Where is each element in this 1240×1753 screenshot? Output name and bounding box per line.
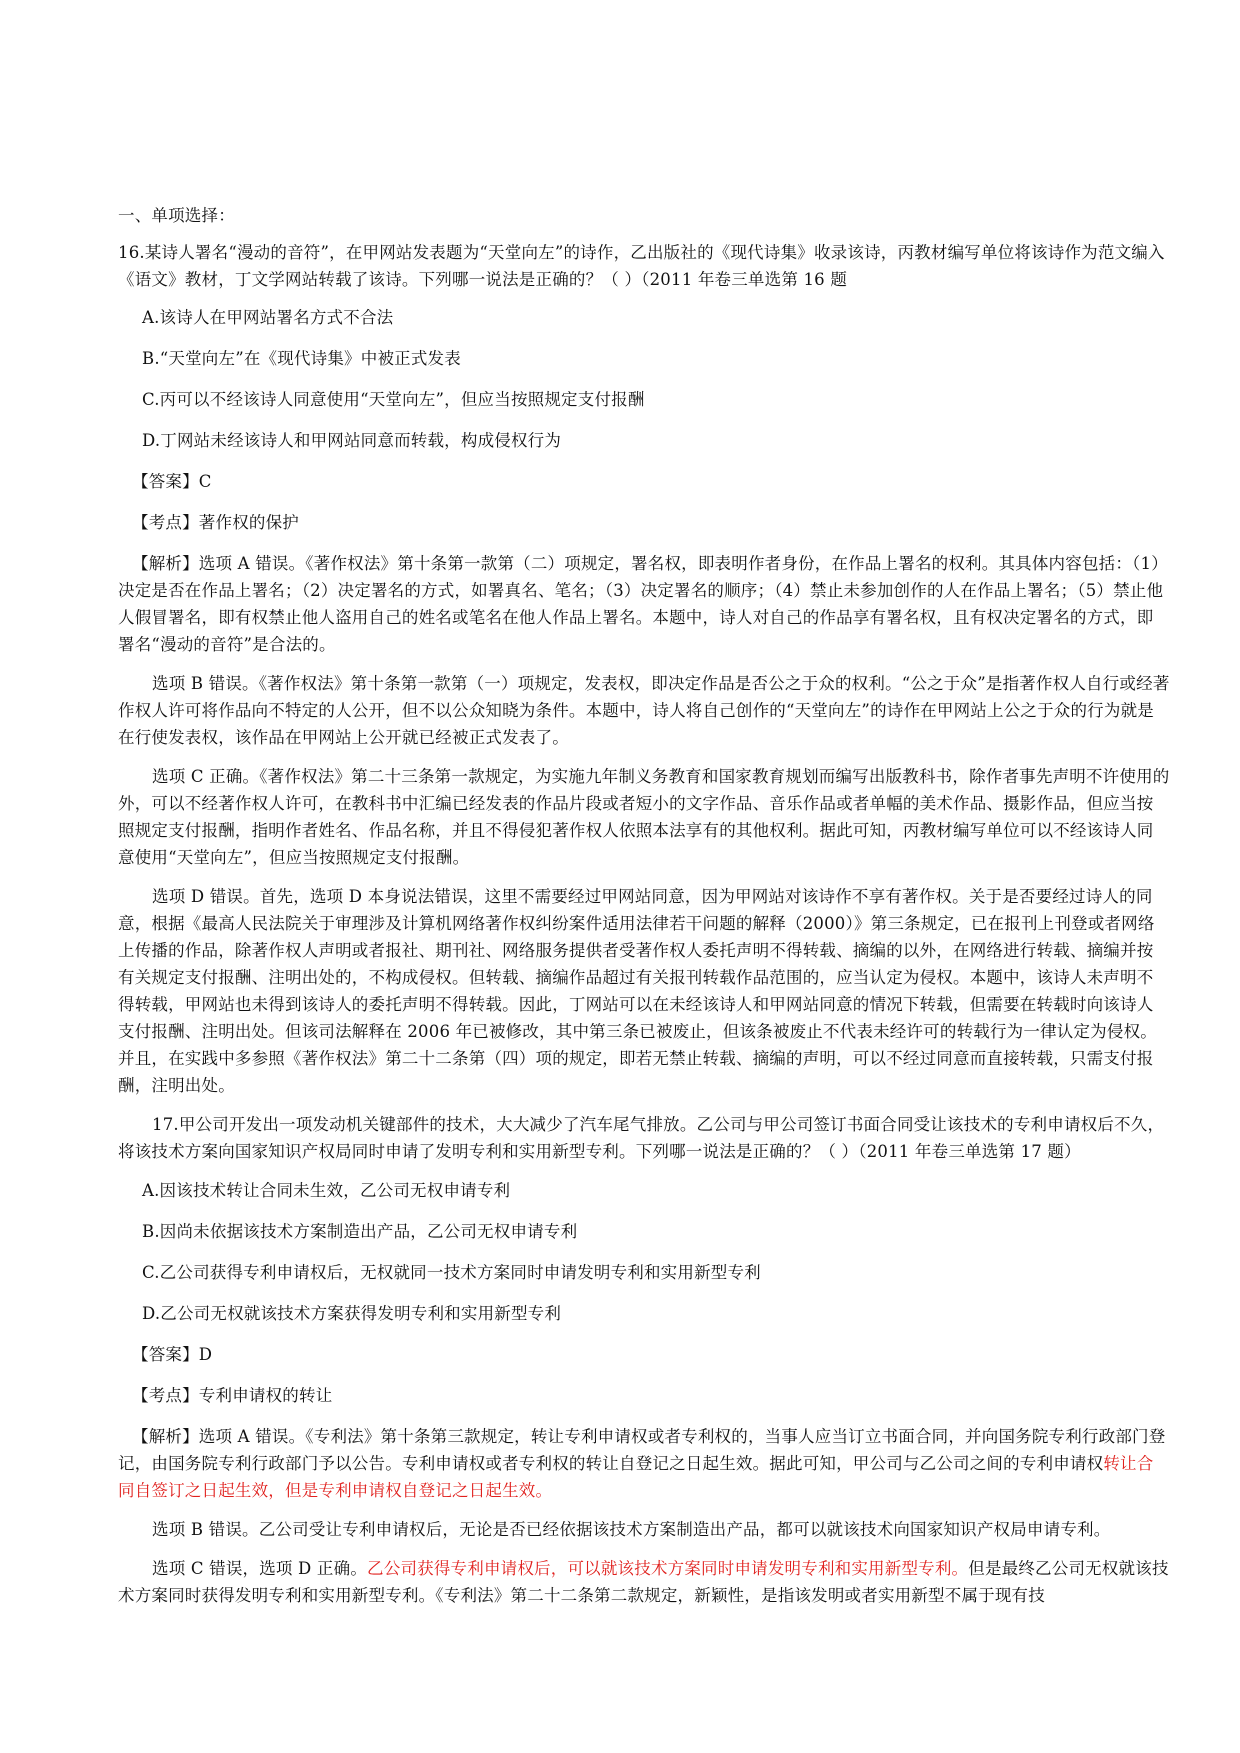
q16-analysis-c: 选项 C 正确。《著作权法》第二十三条第一款规定，为实施九年制义务教育和国家教育规划而编写出版教科书，除作者事先声明不许使用的外，可以不经著作权人许可，在教科书中汇编已经发表的作品片段或者短小的文字作品、音乐作品或者单幅的美术作品、摄影作品，但应当按照规定支付报酬，指明作者姓名、作品名称，并且不得侵犯著作权人依照本法享有的其他权利。据此可知，丙教材编写单位可以不经该诗人同意使用“天堂向左”，但应当按照规定支付报酬。 — [118, 767, 1170, 867]
q17-analysis-cd-before: 选项 C 错误，选项 D 正确。 — [152, 1559, 368, 1578]
q17-analysis-cd-after: 但是最终乙公司无权就该技术方案同时获得发明专利和实用新型专利。《专利法》第二十二条第二款规定，新颖性，是指该发明或者实用新型不属于现有技 — [118, 1559, 1169, 1605]
q16-option-d: D.丁网站未经该诗人和甲网站同意而转载，构成侵权行为 — [142, 431, 562, 450]
section-title: 一、单项选择： — [118, 206, 235, 225]
q16-option-a: A.该诗人在甲网站署名方式不合法 — [142, 308, 394, 327]
q17-analysis-b: 选项 B 错误。乙公司受让专利申请权后，无论是否已经依据该技术方案制造出产品，都可以就该技术向国家知识产权局申请专利。 — [152, 1520, 1111, 1539]
q17-option-b: B.因尚未依据该技术方案制造出产品，乙公司无权申请专利 — [142, 1222, 578, 1241]
q16-analysis-a: 【解析】选项 A 错误。《著作权法》第十条第一款第（二）项规定，署名权，即表明作者身份，在作品上署名的权利。其具体内容包括：（1）决定是否在作品上署名；（2）决定署名的方式，如署真名、笔名；（3）决定署名的顺序；（4）禁止未参加创作的人在作品上署名；（5）禁止他人假冒署名，即有权禁止他人盗用自己的姓名或笔名在他人作品上署名。本题中，诗人对自己的作品享有署名权，且有权决定署名的方式，即署名“漫动的音符”是合法的。 — [118, 554, 1168, 654]
q17-option-c: C.乙公司获得专利申请权后，无权就同一技术方案同时申请发明专利和实用新型专利 — [142, 1263, 761, 1282]
q17-answer: 【答案】D — [132, 1345, 213, 1364]
q16-analysis-b: 选项 B 错误。《著作权法》第十条第一款第（一）项规定，发表权，即决定作品是否公之于众的权利。“公之于众”是指著作权人自行或经著作权人许可将作品向不特定的人公开，但不以公众知晓为条件。本题中，诗人将自己创作的“天堂向左”的诗作在甲网站上公之于众的行为就是在行使发表权，该作品在甲网站上公开就已经被正式发表了。 — [118, 674, 1170, 747]
question-16-stem: 16.某诗人署名“漫动的音符”，在甲网站发表题为“天堂向左”的诗作，乙出版社的《现代诗集》收录该诗，丙教材编写单位将该诗作为范文编入《语文》教材，丁文学网站转载了该诗。下列哪一说法是正确的？（ ）（2011 年卷三单选第 16 题 — [118, 243, 1165, 289]
q17-option-d: D.乙公司无权就该技术方案获得发明专利和实用新型专利 — [142, 1304, 562, 1323]
q16-analysis-d: 选项 D 错误。首先，选项 D 本身说法错误，这里不需要经过甲网站同意，因为甲网站对该诗作不享有著作权。关于是否要经过诗人的同意，根据《最高人民法院关于审理涉及计算机网络著作权纠纷案件适用法律若干问题的解释（2000）》第三条规定，已在报刊上刊登或者网络上传播的作品，除著作权人声明或者报社、期刊社、网络服务提供者受著作权人委托声明不得转载、摘编的以外，在网络进行转载、摘编并按有关规定支付报酬、注明出处的，不构成侵权。但转载、摘编作品超过有关报刊转载作品范围的，应当认定为侵权。本题中，该诗人未声明不得转载，甲网站也未得到该诗人的委托声明不得转载。因此，丁网站可以在未经该诗人和甲网站同意的情况下转载，但需要在转载时向该诗人支付报酬、注明出处。但该司法解释在 2006 年已被修改，其中第三条已被废止，但该条被废止不代表未经许可的转载行为一律认定为侵权。并且，在实践中多参照《著作权法》第二十二条第（四）项的规定，即若无禁止转载、摘编的声明，可以不经过同意而直接转载，只需支付报酬，注明出处。 — [118, 887, 1157, 1095]
q17-analysis-a-highlight: 转让合同自签订之日起生效，但是专利申请权自登记之日起生效。 — [118, 1454, 1154, 1500]
q16-key-point: 【考点】著作权的保护 — [132, 513, 299, 532]
q17-analysis-cd — [118, 1555, 1170, 1609]
q16-answer: 【答案】C — [132, 472, 212, 491]
q17-option-a: A.因该技术转让合同未生效，乙公司无权申请专利 — [142, 1181, 511, 1200]
q17-analysis-a — [118, 1423, 1170, 1504]
document-body — [118, 202, 1170, 1621]
q16-option-c: C.丙可以不经该诗人同意使用“天堂向左”，但应当按照规定支付报酬 — [142, 390, 645, 409]
q16-option-b: B.“天堂向左”在《现代诗集》中被正式发表 — [142, 349, 461, 368]
question-17-stem: 17.甲公司开发出一项发动机关键部件的技术，大大减少了汽车尾气排放。乙公司与甲公司签订书面合同受让该技术的专利申请权后不久，将该技术方案向国家知识产权局同时申请了发明专利和实用新型专利。下列哪一说法是正确的？（ ）（2011 年卷三单选第 17 题） — [118, 1115, 1165, 1161]
q17-analysis-a-text: 【解析】选项 A 错误。《专利法》第十条第三款规定，转让专利申请权或者专利权的，当事人应当订立书面合同，并向国务院专利行政部门登记，由国务院专利行政部门予以公告。专利申请权或者专利权的转让自登记之日起生效。据此可知，甲公司与乙公司之间的专利申请权 — [118, 1427, 1166, 1473]
q17-analysis-cd-highlight: 乙公司获得专利申请权后，可以就该技术方案同时申请发明专利和实用新型专利。 — [367, 1559, 969, 1578]
q17-key-point: 【考点】专利申请权的转让 — [132, 1386, 333, 1405]
